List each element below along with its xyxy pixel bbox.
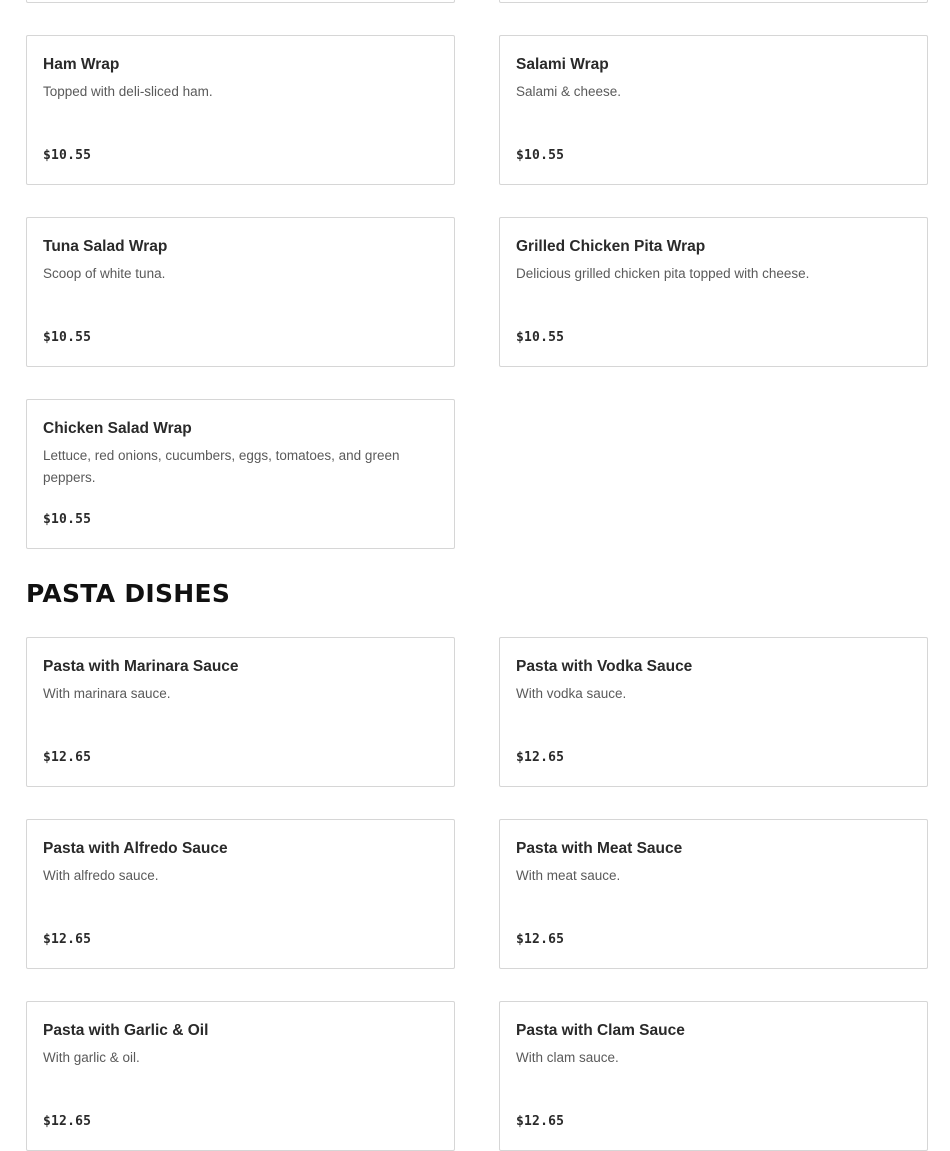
menu-item-name: Grilled Chicken Pita Wrap [516, 238, 706, 255]
menu-item-price: $12.65 [516, 750, 565, 765]
menu-item-price: $12.65 [516, 932, 565, 947]
menu-item-price: $10.55 [516, 330, 565, 345]
menu-item-description: With meat sauce. [516, 868, 621, 883]
menu-item-description: Lettuce, red onions, cucumbers, eggs, tomatoes, and green peppers. [43, 448, 400, 485]
menu-item-description: Topped with deli-sliced ham. [43, 84, 213, 99]
menu-item-description: With alfredo sauce. [43, 868, 159, 883]
menu-item-card[interactable] [26, 819, 455, 969]
section-heading: PASTA DISHES [26, 579, 231, 608]
menu-item-card[interactable] [499, 35, 928, 185]
menu-item-price: $12.65 [43, 750, 92, 765]
menu-item-card[interactable] [26, 0, 455, 3]
menu-item-name: Ham Wrap [43, 56, 120, 73]
menu-item-name: Tuna Salad Wrap [43, 238, 168, 255]
menu-item-card[interactable] [499, 819, 928, 969]
menu-item-price: $12.65 [516, 1114, 565, 1129]
menu-item-description: Scoop of white tuna. [43, 266, 166, 281]
menu-item-card[interactable] [499, 1001, 928, 1151]
menu-item-description: Salami & cheese. [516, 84, 622, 99]
menu-item-price: $10.55 [43, 330, 92, 345]
menu-item-card[interactable] [26, 637, 455, 787]
menu-item-name: Pasta with Marinara Sauce [43, 658, 239, 675]
menu-item-name: Chicken Salad Wrap [43, 420, 192, 437]
menu-item-description: With vodka sauce. [516, 686, 627, 701]
menu-item-price: $10.55 [516, 148, 565, 163]
menu-item-price: $12.65 [43, 1114, 92, 1129]
menu-item-name: Salami Wrap [516, 56, 609, 73]
menu-item-name: Pasta with Meat Sauce [516, 840, 683, 857]
menu-item-description: With marinara sauce. [43, 686, 171, 701]
menu-item-card[interactable] [26, 35, 455, 185]
menu-item-price: $12.65 [43, 932, 92, 947]
menu-item-card[interactable] [26, 1001, 455, 1151]
menu-item-card[interactable] [499, 0, 928, 3]
menu-item-price: $10.55 [43, 148, 92, 163]
menu-item-name: Pasta with Garlic & Oil [43, 1022, 209, 1039]
menu-item-name: Pasta with Clam Sauce [516, 1022, 685, 1039]
menu-item-card[interactable] [26, 217, 455, 367]
menu-item-description: With garlic & oil. [43, 1050, 140, 1065]
menu-item-description: Delicious grilled chicken pita topped with cheese. [516, 266, 810, 281]
menu-item-name: Pasta with Alfredo Sauce [43, 840, 228, 857]
menu-item-card[interactable] [499, 217, 928, 367]
menu-item-card[interactable] [26, 399, 455, 549]
menu-item-name: Pasta with Vodka Sauce [516, 658, 693, 675]
menu-item-price: $10.55 [43, 512, 92, 527]
menu-item-card[interactable] [499, 637, 928, 787]
menu-item-description: With clam sauce. [516, 1050, 619, 1065]
